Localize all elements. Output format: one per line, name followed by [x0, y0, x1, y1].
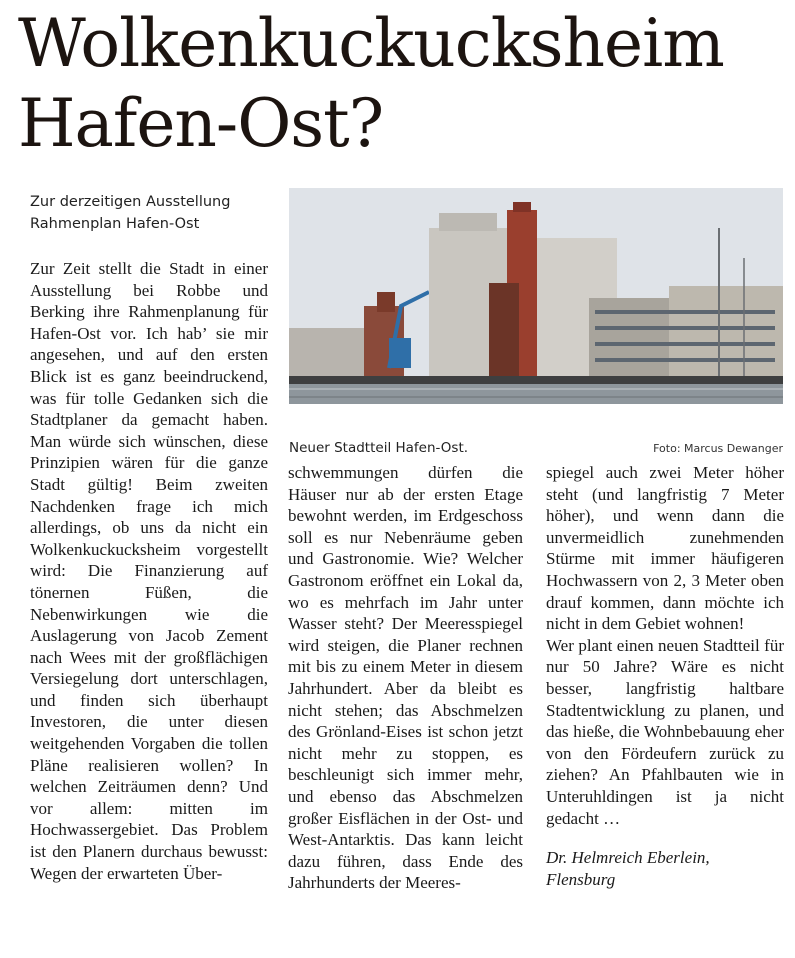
author-signature — [546, 847, 784, 890]
headline — [18, 4, 788, 164]
kicker — [30, 191, 270, 235]
caption-text: Neuer Stadtteil Hafen-Ost. — [289, 440, 469, 456]
author-name: Dr. Helmreich Eberlein, — [546, 848, 710, 868]
column-3-text-b: Wer plant einen neuen Stadtteil für nur 50 Jahre? Wäre es nicht besser, langfristig haltbare Stadtentwicklung zu planen, und das hieße, die Wohnbebauung eher von den Fördeufern zurück zu ziehen? An Pfahlbauten wie in Unteruhldingen ist ja nicht gedacht … — [546, 635, 784, 828]
headline-line-2: Hafen-Ost? — [18, 85, 384, 162]
column-1-text: Zur Zeit stellt die Stadt in einer Ausstellung bei Robbe und Berking ihre Rahmenplanung für Hafen-Ost vor. Ich hab’ sie mir angesehen, und auf den ersten Blick ist es ganz beeindruckend, was für tolle Gedanken sich die Stadtplaner da gemacht haben. Man würde sich wünschen, diese Prinzipien wären für die ganze Stadt gültig! Beim zweiten Nachdenken frage ich mich allerdings, ob uns da nicht ein Wolkenkuckucksheim vorgestellt wird: Die Finanzierung auf tönernen Füßen, die Nebenwirkungen wie die Auslagerung von Jacob Zement nach Wees mit der großflächigen Versiegelung dort unterschlagen, und finden sich überhaupt Investoren, die unter diesen weitgehenden Vorgaben die tollen Pläne realisieren wollen? In welchen Zeiträumen denn? Und vor allem: mitten im Hochwassergebiet. Das Problem ist den Planern durchaus bewusst: Wegen der erwarteten Über- — [30, 259, 268, 883]
author-city: Flensburg — [546, 869, 616, 889]
photo-caption — [289, 440, 783, 458]
harbor-photo — [289, 188, 783, 404]
photo-credit: Foto: Marcus Dewanger — [653, 442, 783, 455]
harbor-photo-illustration — [289, 188, 783, 404]
article-column-3 — [546, 462, 784, 890]
headline-line-1: Wolkenkuckucksheim — [18, 5, 724, 82]
column-2-text: schwemmungen dürfen die Häuser nur ab der ersten Etage bewohnt werden, im Erdgeschoss soll es nur Nebenräume geben und Gastronomie. Wie? Welcher Gastronom eröffnet ein Lokal da, wo es mehrfach im Jahr unter Wasser steht? Der Meeresspiegel wird steigen, die Planer rechnen mit bis zu einem Meter in diesem Jahrhundert. Aber da bleibt es nicht stehen; das Abschmelzen des Grönland-Eises ist schon jetzt nicht mehr zu stoppen, es beschleunigt sich immer mehr, und ebenso das Abschmelzen großer Eisflächen in der Ost- und West-Antarktis. Das kann leicht dazu führen, dass Ende des Jahrhunderts der Meeres- — [288, 463, 523, 893]
kicker-line-1: Zur derzeitigen Ausstellung — [30, 194, 231, 210]
article-column-2 — [288, 462, 523, 894]
column-3-text-a: spiegel auch zwei Meter höher steht (und langfristig 7 Meter höher), und wenn dann die unvermeidlich zunehmenden Stürme mit immer häufigeren Hochwassern von 2, 3 Meter oben drauf kommen, dann möchte ich nicht in dem Gebiet wohnen! — [546, 463, 784, 634]
kicker-line-2: Rahmenplan Hafen-Ost — [30, 216, 200, 232]
article-column-1 — [30, 258, 268, 884]
